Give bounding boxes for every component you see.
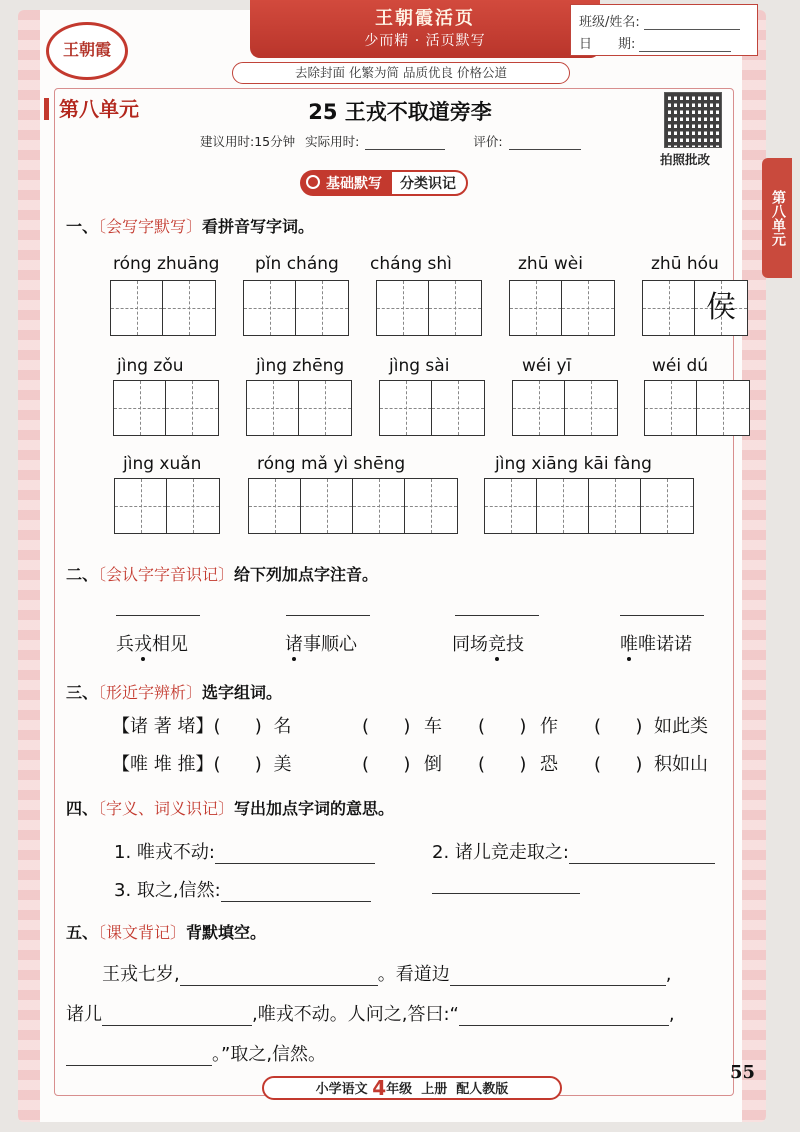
char-cell[interactable] — [537, 479, 589, 533]
recite-text: 王戎七岁, — [102, 964, 180, 985]
dotted-char: 唯 — [620, 634, 638, 655]
pinyin-label: jìng sài — [389, 356, 450, 376]
char-cell[interactable] — [301, 479, 353, 533]
char-cell[interactable] — [562, 281, 614, 335]
left-decorative-border — [18, 10, 40, 1122]
char-grid — [509, 280, 615, 336]
tag-classified-memory: 分类识记 — [388, 170, 468, 196]
q2-word — [620, 630, 692, 656]
logo-text: 王朝霞 — [62, 40, 111, 59]
unit-title: 第八单元 — [44, 98, 139, 120]
date-row — [579, 33, 731, 52]
brand-title: 王朝霞活页 — [375, 8, 475, 29]
pinyin-label: jìng zhēng — [256, 356, 345, 376]
paren-blank[interactable]: ( ) — [362, 716, 411, 737]
pinyin-label: jìng xuǎn — [123, 454, 202, 474]
char-grid — [248, 478, 458, 534]
q4-number: 四、 — [66, 799, 99, 818]
tag-basic-dictation-label: 基础默写 — [326, 176, 382, 192]
char-grid — [484, 478, 694, 534]
char-grid — [110, 280, 216, 336]
recite-blank[interactable] — [459, 1008, 669, 1026]
q3-item — [594, 750, 708, 776]
char-grid — [379, 380, 485, 436]
char-cell[interactable] — [697, 381, 749, 435]
suggested-time: 建议用时:15分钟 — [200, 134, 296, 149]
recite-line-3 — [66, 1040, 326, 1066]
medal-icon — [306, 175, 320, 189]
dotted-char: 竞 — [488, 634, 506, 655]
content-frame — [54, 88, 734, 1096]
char-grid — [246, 380, 352, 436]
word-suffix: 车 — [424, 716, 442, 737]
q3-number: 三、 — [66, 683, 99, 702]
class-name-field[interactable] — [644, 16, 740, 30]
answer-blank[interactable] — [432, 893, 580, 894]
word-suffix: 倒 — [424, 754, 442, 775]
char-cell[interactable] — [115, 479, 167, 533]
recite-blank[interactable] — [180, 968, 378, 986]
header-band — [250, 0, 600, 58]
paren-blank[interactable]: ( ) — [362, 754, 411, 775]
recite-line-2 — [66, 1000, 675, 1026]
q3-row — [112, 712, 291, 738]
recite-text: , — [665, 964, 672, 985]
q5-instruction: 背默填空。 — [186, 923, 267, 942]
actual-time-label: 实际用时: — [305, 134, 360, 149]
evaluation-field[interactable] — [509, 138, 581, 150]
pinyin-answer-blank[interactable] — [455, 615, 539, 616]
pinyin-label: jìng zǒu — [117, 356, 184, 376]
char-cell[interactable] — [513, 381, 565, 435]
pinyin-label: pǐn cháng — [255, 254, 339, 274]
pinyin-answer-blank[interactable] — [286, 615, 370, 616]
brand-subtitle: 少而精 · 活页默写 — [364, 33, 486, 49]
answer-blank[interactable] — [569, 846, 715, 864]
q5-category: 〔课文背记〕 — [98, 923, 187, 942]
char-cell[interactable] — [247, 381, 299, 435]
pinyin-label: zhū hóu — [651, 254, 719, 274]
char-cell[interactable] — [244, 281, 296, 335]
char-cell[interactable] — [377, 281, 429, 335]
recite-blank[interactable] — [66, 1048, 212, 1066]
char-grid — [512, 380, 618, 436]
char-group: 【诸 著 堵】 — [112, 716, 214, 737]
recite-blank[interactable] — [450, 968, 666, 986]
word-suffix: 积如山 — [654, 754, 708, 775]
q5-number: 五、 — [66, 923, 99, 942]
q4-item-label: 1. 唯戎不动: — [114, 842, 215, 863]
q2-category: 〔会认字字音识记〕 — [98, 565, 235, 584]
char-cell[interactable] — [111, 281, 163, 335]
q4-item-2 — [432, 838, 715, 864]
q1-instruction: 看拼音写字词。 — [202, 217, 315, 236]
word-text: 相见 — [152, 634, 188, 655]
char-cell[interactable] — [432, 381, 484, 435]
q3-item — [478, 750, 558, 776]
q3-item — [362, 712, 442, 738]
class-name-box — [570, 4, 758, 56]
side-unit-tab: 第八单元 — [762, 158, 792, 278]
pinyin-label: cháng shì — [370, 254, 452, 274]
actual-time-field[interactable] — [365, 138, 445, 150]
date-field[interactable] — [639, 38, 731, 52]
char-cell[interactable] — [485, 479, 537, 533]
q1-number: 一、 — [66, 217, 99, 236]
word-suffix: 如此类 — [654, 716, 708, 737]
dotted-char: 诸 — [285, 634, 303, 655]
q3-heading — [66, 680, 282, 703]
word-text: 事顺心 — [303, 634, 357, 655]
q4-item-label: 3. 取之,信然: — [114, 880, 221, 901]
tag-basic-dictation — [300, 170, 392, 196]
word-suffix: 作 — [540, 716, 558, 737]
qr-code[interactable] — [664, 92, 722, 148]
char-cell[interactable] — [353, 479, 405, 533]
recite-line-1 — [102, 960, 671, 986]
qr-label: 拍照批改 — [660, 152, 711, 167]
pinyin-answer-blank[interactable] — [620, 615, 704, 616]
char-cell[interactable] — [565, 381, 617, 435]
char-cell[interactable] — [163, 281, 215, 335]
q3-row — [112, 750, 291, 776]
recite-text: 。”取之,信然。 — [212, 1044, 327, 1065]
pinyin-label: wéi dú — [652, 356, 709, 376]
recite-text: 诸儿 — [66, 1004, 102, 1025]
paren-blank[interactable]: ( ) — [213, 716, 262, 737]
char-cell[interactable] — [429, 281, 481, 335]
q4-category: 〔字义、词义识记〕 — [98, 799, 235, 818]
q1-heading — [66, 214, 314, 237]
char-grid — [243, 280, 349, 336]
q4-heading — [66, 796, 394, 819]
char-cell[interactable] — [166, 381, 218, 435]
paren-blank[interactable]: ( ) — [478, 754, 527, 775]
char-cell[interactable] — [589, 479, 641, 533]
pinyin-label: róng zhuāng — [113, 254, 220, 274]
section-tags — [300, 170, 468, 196]
char-cell[interactable] — [299, 381, 351, 435]
filled-char: 侯 — [706, 290, 736, 325]
q4-item-1 — [114, 838, 375, 864]
word-text: 同场 — [452, 634, 488, 655]
paren-blank[interactable]: ( ) — [478, 716, 527, 737]
footer-volume: 上册 — [421, 1082, 448, 1097]
evaluation-label: 评价: — [473, 134, 503, 149]
q2-instruction: 给下列加点字注音。 — [234, 565, 379, 584]
footer-bar — [262, 1076, 562, 1100]
footer-grade-number: 4 — [372, 1076, 387, 1100]
char-cell[interactable] — [643, 281, 695, 335]
recite-text: , — [668, 1004, 675, 1025]
footer-grade: 年级 — [386, 1082, 413, 1097]
paren-blank[interactable]: ( ) — [594, 754, 643, 775]
dotted-char: 戎 — [134, 634, 152, 655]
char-cell[interactable] — [641, 479, 693, 533]
word-text: 唯诺诺 — [638, 634, 692, 655]
q3-instruction: 选字组词。 — [202, 683, 283, 702]
slogan-bar: 去除封面 化繁为简 品质优良 价格公道 — [232, 62, 570, 84]
char-cell[interactable] — [405, 479, 457, 533]
word-text: 兵 — [116, 634, 134, 655]
answer-blank[interactable] — [221, 884, 371, 902]
word-text: 技 — [506, 634, 524, 655]
word-suffix: 美 — [273, 754, 292, 775]
word-suffix: 名 — [273, 716, 292, 737]
class-name-label: 班级/姓名: — [579, 15, 640, 30]
char-cell[interactable] — [114, 381, 166, 435]
answer-blank[interactable] — [215, 846, 375, 864]
pinyin-label: wéi yī — [522, 356, 572, 376]
char-cell[interactable] — [167, 479, 219, 533]
char-grid — [642, 280, 748, 336]
q5-heading — [66, 920, 266, 943]
q3-item — [478, 712, 558, 738]
char-cell[interactable] — [249, 479, 301, 533]
q4-item-label: 2. 诸儿竞走取之: — [432, 842, 569, 863]
q3-item — [362, 750, 442, 776]
date-label: 日 期: — [579, 37, 636, 52]
footer-subject: 小学语文 — [315, 1082, 368, 1097]
char-cell[interactable] — [695, 281, 747, 335]
brand-logo — [46, 22, 128, 80]
q2-heading — [66, 562, 378, 585]
q3-category: 〔形近字辨析〕 — [98, 683, 203, 702]
paren-blank[interactable]: ( ) — [213, 754, 262, 775]
paren-blank[interactable]: ( ) — [594, 716, 643, 737]
pinyin-label: jìng xiāng kāi fàng — [495, 454, 652, 474]
recite-blank[interactable] — [102, 1008, 252, 1026]
recite-text: ,唯戎不动。人问之,答曰:“ — [252, 1004, 459, 1025]
pinyin-answer-blank[interactable] — [116, 615, 200, 616]
q1-category: 〔会写字默写〕 — [98, 217, 203, 236]
q2-number: 二、 — [66, 565, 99, 584]
word-suffix: 恐 — [540, 754, 558, 775]
pinyin-label: róng mǎ yì shēng — [257, 454, 406, 474]
q4-item-3 — [114, 876, 371, 902]
char-group: 【唯 堆 推】 — [112, 754, 214, 775]
pinyin-label: zhū wèi — [518, 254, 583, 274]
q4-instruction: 写出加点字词的意思。 — [234, 799, 395, 818]
q2-word — [116, 630, 188, 656]
class-name-row — [579, 11, 740, 30]
char-cell[interactable] — [380, 381, 432, 435]
q3-item — [594, 712, 708, 738]
char-grid — [644, 380, 750, 436]
q2-word — [285, 630, 357, 656]
char-grid — [376, 280, 482, 336]
time-meta — [200, 132, 587, 150]
recite-text: 。看道边 — [377, 964, 450, 985]
q2-word — [452, 630, 524, 656]
lesson-title: 25 王戎不取道旁李 — [308, 100, 492, 124]
char-grid — [113, 380, 219, 436]
footer-edition: 配人教版 — [456, 1082, 509, 1097]
char-cell[interactable] — [645, 381, 697, 435]
page-number: 55 — [730, 1062, 756, 1083]
char-cell[interactable] — [296, 281, 348, 335]
char-cell[interactable] — [510, 281, 562, 335]
char-grid — [114, 478, 220, 534]
